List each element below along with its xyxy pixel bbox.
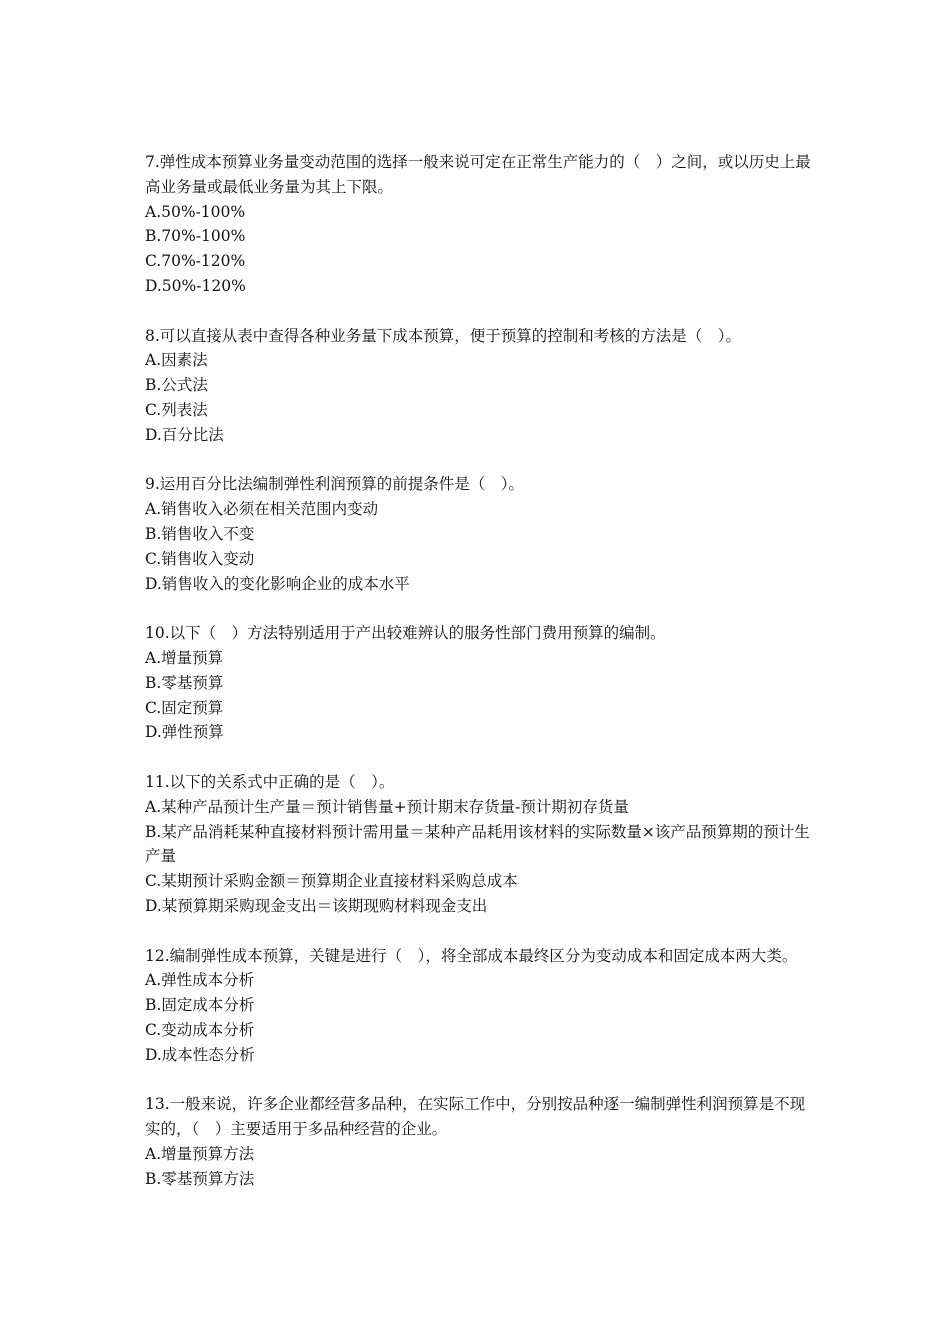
question-text: 7.弹性成本预算业务量变动范围的选择一般来说可定在正常生产能力的（ ）之间，或以历史上最高业务量或最低业务量为其上下限。 — [145, 153, 811, 196]
option-b: B.零基预算方法 — [145, 1169, 255, 1188]
question-text: 8.可以直接从表中查得各种业务量下成本预算，便于预算的控制和考核的方法是（ ）。 — [145, 326, 742, 345]
option-d: D.弹性预算 — [145, 723, 224, 742]
option-b: B.70%-100% — [145, 227, 246, 246]
option-b: B.某产品消耗某种直接材料预计需用量＝某种产品耗用该材料的实际数量×该产品预算期的预计生产量 — [145, 822, 810, 866]
option-d: D.50%-120% — [145, 276, 246, 295]
option-c: C.列表法 — [145, 400, 208, 419]
option-c: C.某期预计采购金额＝预算期企业直接材料采购总成本 — [145, 872, 518, 891]
option-b: B.固定成本分析 — [145, 996, 255, 1015]
question-text: 10.以下（ ）方法特别适用于产出较难辨认的服务性部门费用预算的编制。 — [145, 624, 666, 643]
question-12 — [145, 944, 815, 1068]
option-b: B.零基预算 — [145, 673, 224, 692]
option-a: A.增量预算方法 — [145, 1144, 255, 1163]
option-d: D.百分比法 — [145, 425, 224, 444]
question-text: 9.运用百分比法编制弹性利润预算的前提条件是（ ）。 — [145, 475, 525, 494]
option-a: A.销售收入必须在相关范围内变动 — [145, 500, 379, 519]
option-d: D.成本性态分析 — [145, 1045, 255, 1064]
option-d: D.某预算期采购现金支出＝该期现购材料现金支出 — [145, 896, 488, 915]
option-c: C.固定预算 — [145, 698, 224, 717]
option-b: B.公式法 — [145, 376, 208, 395]
question-text: 12.编制弹性成本预算，关键是进行（ ），将全部成本最终区分为变动成本和固定成本两大类。 — [145, 946, 798, 965]
option-a: A.某种产品预计生产量＝预计销售量+预计期末存货量-预计期初存货量 — [145, 797, 629, 816]
question-8 — [145, 324, 815, 448]
question-9 — [145, 472, 815, 596]
option-b: B.销售收入不变 — [145, 524, 255, 543]
option-c: C.销售收入变动 — [145, 549, 255, 568]
document-page — [145, 150, 815, 1216]
question-13 — [145, 1092, 815, 1191]
option-d: D.销售收入的变化影响企业的成本水平 — [145, 574, 410, 593]
option-a: A.增量预算 — [145, 648, 224, 667]
question-10 — [145, 621, 815, 745]
question-7 — [145, 150, 815, 299]
question-text: 13.一般来说，许多企业都经营多品种，在实际工作中，分别按品种逐一编制弹性利润预算是不现实的，（ ）主要适用于多品种经营的企业。 — [145, 1095, 806, 1139]
question-11 — [145, 770, 815, 919]
option-a: A.因素法 — [145, 351, 208, 370]
option-c: C.70%-120% — [145, 252, 246, 271]
question-text: 11.以下的关系式中正确的是（ ）。 — [145, 772, 395, 791]
option-a: A.50%-100% — [145, 202, 246, 221]
option-c: C.变动成本分析 — [145, 1020, 255, 1039]
option-a: A.弹性成本分析 — [145, 971, 255, 990]
